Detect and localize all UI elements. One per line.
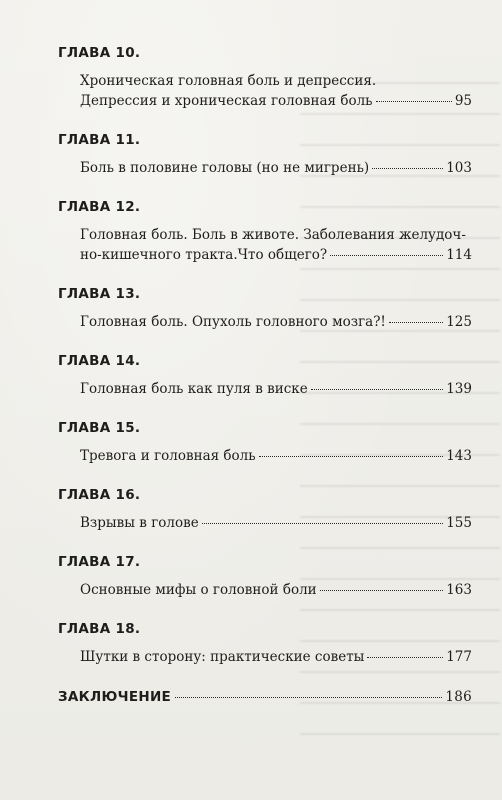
chapter-entry[interactable] <box>80 71 472 111</box>
chapter-title-row <box>80 513 472 533</box>
chapter-entry[interactable] <box>80 312 472 332</box>
chapter-title-row <box>80 446 472 466</box>
toc-chapter-17 <box>58 553 472 600</box>
chapter-heading: ГЛАВА 16. <box>58 487 141 503</box>
chapter-title-line: Головная боль. Опухоль головного мозга?! <box>80 314 386 330</box>
chapter-entry[interactable] <box>80 446 472 466</box>
chapter-title-row <box>80 379 472 399</box>
chapter-heading: ГЛАВА 15. <box>58 420 141 436</box>
chapter-entry[interactable] <box>80 580 472 600</box>
chapter-entry[interactable] <box>80 158 472 178</box>
chapter-heading: ГЛАВА 18. <box>58 621 141 637</box>
chapter-title-row <box>80 312 472 332</box>
page-number: 143 <box>446 448 472 464</box>
chapter-title-line: Взрывы в голове <box>80 515 199 531</box>
chapter-title-row <box>80 580 472 600</box>
chapter-entry[interactable] <box>80 513 472 533</box>
chapter-title-row <box>80 158 472 178</box>
chapter-heading: ГЛАВА 13. <box>58 286 141 302</box>
chapter-title-row <box>80 91 472 111</box>
page-number: 139 <box>446 381 472 397</box>
toc-chapter-11 <box>58 131 472 178</box>
dot-leader <box>372 168 443 169</box>
dot-leader <box>320 590 444 591</box>
toc-chapter-13 <box>58 285 472 332</box>
chapter-entry[interactable] <box>80 379 472 399</box>
dot-leader <box>330 255 443 256</box>
toc-conclusion[interactable] <box>58 687 472 707</box>
chapter-heading: ГЛАВА 12. <box>58 199 141 215</box>
chapter-title-line: Тревога и головная боль <box>80 448 256 464</box>
chapter-title-line: Головная боль. Боль в животе. Заболевания желудоч- <box>80 227 466 243</box>
chapter-title-line: Основные мифы о головной боли <box>80 582 317 598</box>
chapter-heading: ГЛАВА 11. <box>58 132 141 148</box>
page-number: 114 <box>446 247 472 263</box>
toc-chapter-18 <box>58 620 472 667</box>
table-of-contents <box>58 38 472 707</box>
dot-leader <box>376 101 452 102</box>
dot-leader <box>202 523 444 524</box>
chapter-title-line: Боль в половине головы (но не мигрень) <box>80 160 370 176</box>
chapter-title-line: Хроническая головная боль и депрессия. <box>80 73 377 89</box>
chapter-entry[interactable] <box>80 647 472 667</box>
toc-chapter-12 <box>58 198 472 265</box>
chapter-title-row <box>80 647 472 667</box>
dot-leader <box>389 322 443 323</box>
chapter-entry[interactable] <box>80 225 472 265</box>
toc-chapter-14 <box>58 352 472 399</box>
chapter-title-line: Депрессия и хроническая головная боль <box>80 93 373 109</box>
toc-chapter-15 <box>58 419 472 466</box>
page-number: 103 <box>446 160 472 176</box>
dot-leader <box>311 389 444 390</box>
chapter-heading: ГЛАВА 17. <box>58 554 141 570</box>
dot-leader <box>367 657 443 658</box>
page-number: 163 <box>446 582 472 598</box>
toc-chapter-10 <box>58 44 472 111</box>
dot-leader <box>175 697 442 698</box>
page-number: 95 <box>454 93 472 109</box>
chapter-heading: ГЛАВА 10. <box>58 45 141 61</box>
chapter-title-line: Шутки в сторону: практические советы <box>80 649 365 665</box>
dot-leader <box>259 456 444 457</box>
page-number: 186 <box>445 689 472 705</box>
page-number: 177 <box>446 649 472 665</box>
conclusion-heading: ЗАКЛЮЧЕНИЕ <box>58 689 172 705</box>
page-number: 155 <box>446 515 472 531</box>
chapter-title-line: но-кишечного тракта.Что общего? <box>80 247 328 263</box>
chapter-title-row <box>80 245 472 265</box>
toc-chapter-16 <box>58 486 472 533</box>
page-number: 125 <box>446 314 472 330</box>
chapter-title-line: Головная боль как пуля в виске <box>80 381 308 397</box>
chapter-heading: ГЛАВА 14. <box>58 353 141 369</box>
